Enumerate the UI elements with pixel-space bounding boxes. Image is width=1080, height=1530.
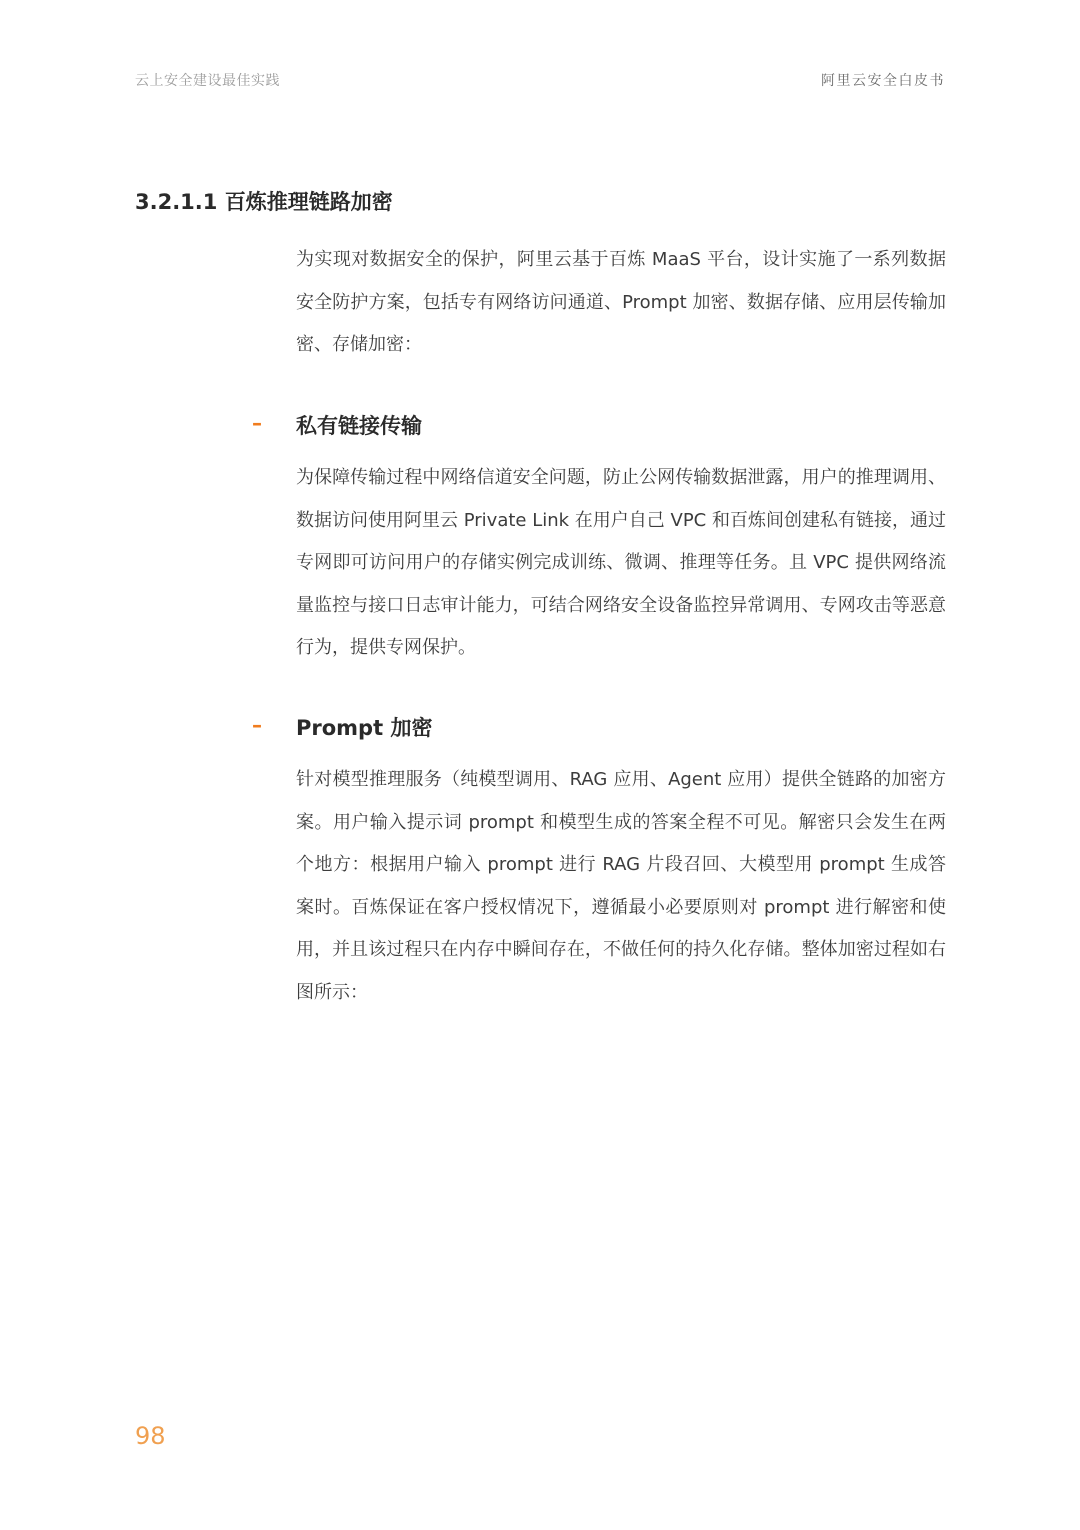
intro-paragraph: 为实现对数据安全的保护，阿里云基于百炼 MaaS 平台，设计实施了一系列数据安全防护方案，包括专有网络访问通道、Prompt 加密、数据存储、应用层传输加密、存储加密：: [296, 249, 946, 355]
subsection-title-prompt-encryption: Prompt 加密: [296, 716, 433, 740]
running-header-left: 云上安全建设最佳实践: [135, 73, 280, 89]
subsection-body-private-link: 为保障传输过程中网络信道安全问题，防止公网传输数据泄露，用户的推理调用、数据访问使用阿里云 Private Link 在用户自己 VPC 和百炼间创建私有链接，通过专网即可访问用户的存储实例完成训练、微调、推理等任务。且 VPC 提供网络流量监控与接口日志审计能力，可结合网络安全设备监控异常调用、专网攻击等恶意行为，提供专网保护。: [296, 467, 946, 658]
page-number: 98: [135, 1422, 166, 1450]
section-title: 3.2.1.1 百炼推理链路加密: [135, 190, 393, 214]
subsection-dash-private-link: –: [252, 411, 262, 435]
running-header-right: 阿里云安全白皮书: [821, 73, 945, 89]
subsection-body-prompt-encryption: 针对模型推理服务（纯模型调用、RAG 应用、Agent 应用）提供全链路的加密方案。用户输入提示词 prompt 和模型生成的答案全程不可见。解密只会发生在两个地方：根据用户输入 prompt 进行 RAG 片段召回、大模型用 prompt 生成答案时。百炼保证在客户授权情况下，遵循最小必要原则对 prompt 进行解密和使用，并且该过程只在内存中瞬间存在，不做任何的持久化存储。整体加密过程如右图所示：: [296, 769, 946, 1003]
subsection-dash-prompt-encryption: –: [252, 713, 262, 737]
subsection-title-private-link: 私有链接传输: [296, 414, 422, 438]
